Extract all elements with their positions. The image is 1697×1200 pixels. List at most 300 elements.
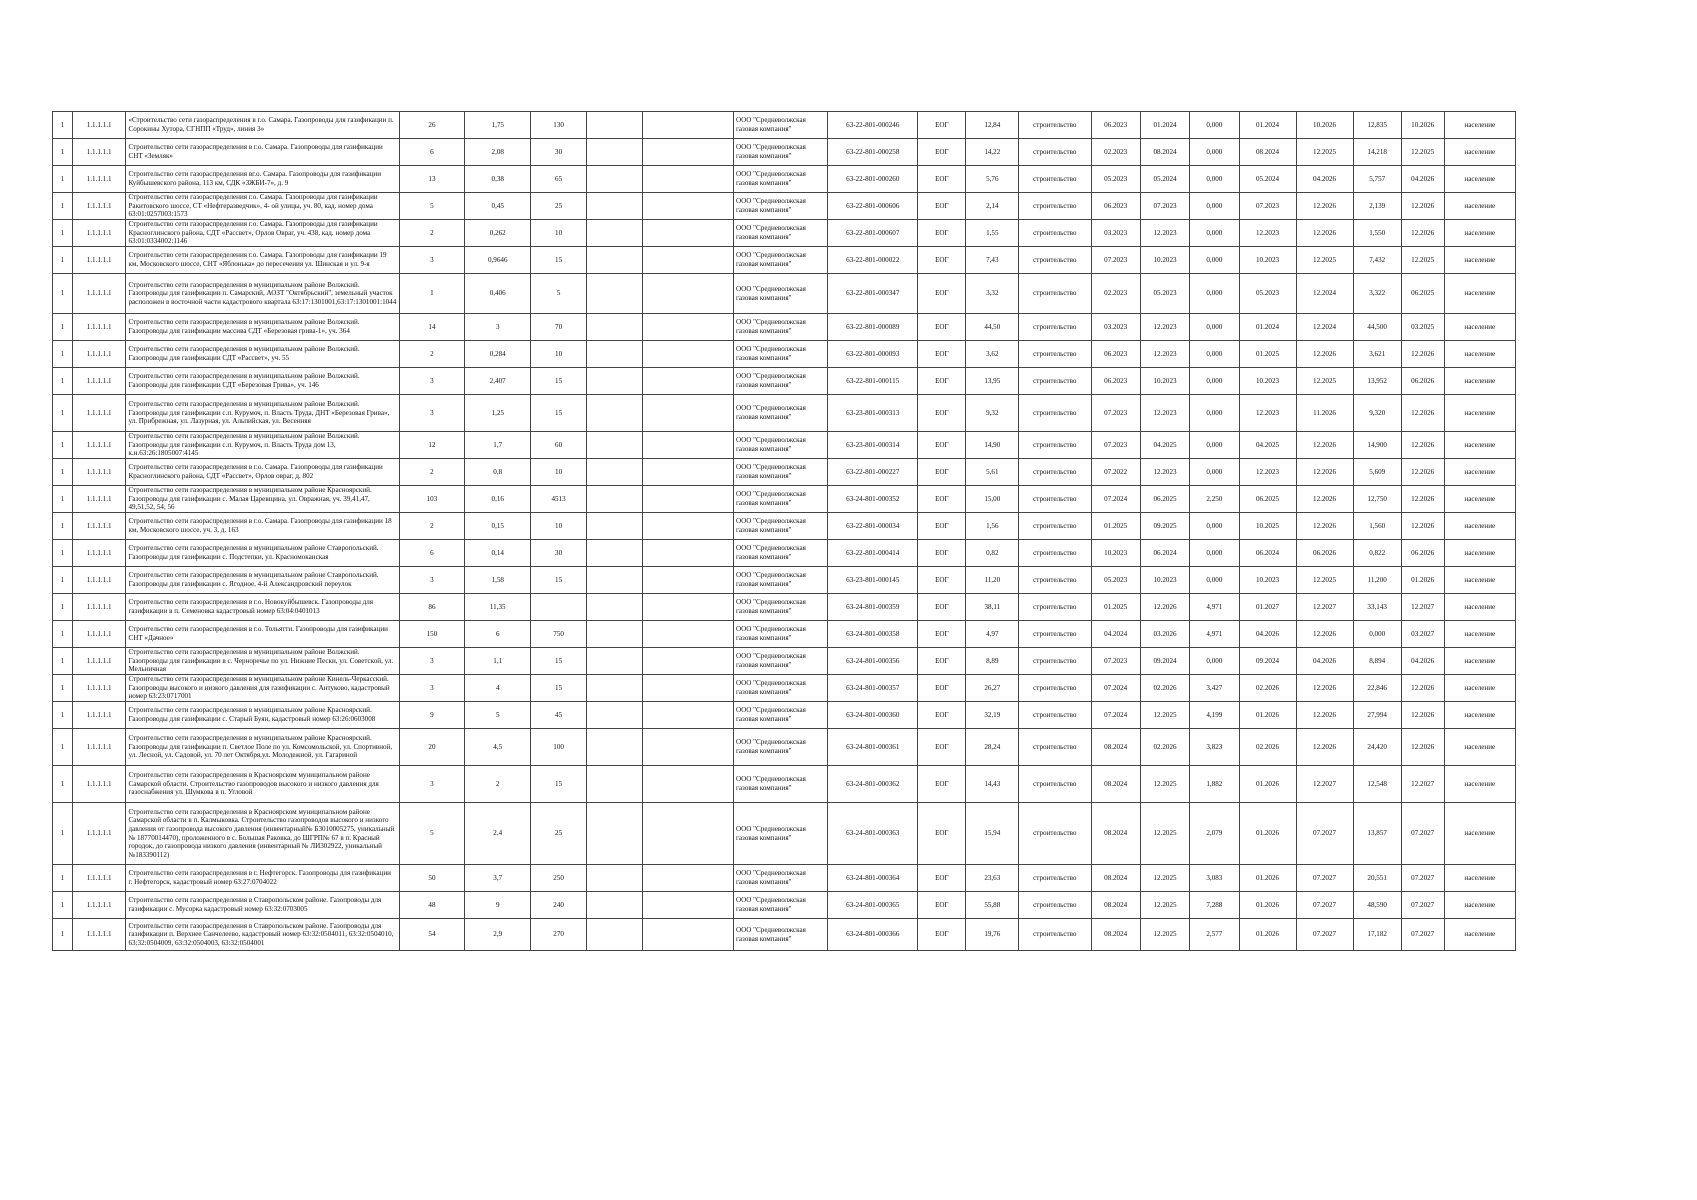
quantity-cell: 3 — [399, 567, 465, 594]
commission-date: 01.2026 — [1401, 567, 1444, 594]
quantity-cell: 2 — [399, 513, 465, 540]
empty-cell — [587, 513, 643, 540]
program-type: ЕОГ — [918, 513, 966, 540]
item-code: 1.1.1.1.1 — [72, 729, 126, 766]
empty-cell — [587, 220, 643, 247]
build-end-date: 12.2024 — [1296, 274, 1353, 314]
build-start-date: 01.2024 — [1239, 112, 1296, 139]
spent-value: 4,199 — [1190, 702, 1239, 729]
capacity-cell: 15 — [531, 247, 587, 274]
build-end-date: 07.2027 — [1296, 865, 1353, 892]
length-cell: 1,25 — [465, 395, 531, 432]
empty-cell — [587, 567, 643, 594]
spent-value: 0,000 — [1190, 166, 1239, 193]
work-type: строительство — [1019, 803, 1091, 865]
start-date: 03.2023 — [1091, 220, 1140, 247]
registry-number: 63-22-801-000260 — [828, 166, 918, 193]
commission-date: 10.2026 — [1401, 112, 1444, 139]
length-cell: 4 — [465, 675, 531, 702]
quantity-cell: 1 — [399, 274, 465, 314]
build-start-date: 12.2023 — [1239, 459, 1296, 486]
registry-number: 63-22-801-000347 — [828, 274, 918, 314]
consumer-category: население — [1444, 648, 1515, 675]
capacity-cell: 100 — [531, 729, 587, 766]
item-code: 1.1.1.1.1 — [72, 865, 126, 892]
program-type: ЕОГ — [918, 919, 966, 951]
quantity-cell: 2 — [399, 459, 465, 486]
remaining-value: 20,551 — [1353, 865, 1401, 892]
remaining-value: 12,750 — [1353, 486, 1401, 513]
quantity-cell: 14 — [399, 314, 465, 341]
registry-number: 63-24-801-000363 — [828, 803, 918, 865]
operator-organization: ООО "Средневолжская газовая компания" — [734, 220, 828, 247]
spent-value: 0,000 — [1190, 395, 1239, 432]
remaining-value: 7,432 — [1353, 247, 1401, 274]
registry-number: 63-24-801-000357 — [828, 675, 918, 702]
cost-total: 0,82 — [966, 540, 1019, 567]
row-number: 1 — [53, 139, 73, 166]
program-type: ЕОГ — [918, 193, 966, 220]
work-type: строительство — [1019, 193, 1091, 220]
spent-value: 4,971 — [1190, 594, 1239, 621]
table-row — [53, 486, 1516, 513]
work-type: строительство — [1019, 675, 1091, 702]
table-row — [53, 274, 1516, 314]
operator-organization: ООО "Средневолжская газовая компания" — [734, 803, 828, 865]
length-cell: 4,5 — [465, 729, 531, 766]
empty-cell — [587, 274, 643, 314]
item-code: 1.1.1.1.1 — [72, 919, 126, 951]
table-row — [53, 139, 1516, 166]
item-code: 1.1.1.1.1 — [72, 193, 126, 220]
consumer-category: население — [1444, 112, 1515, 139]
build-start-date: 01.2026 — [1239, 803, 1296, 865]
empty-cell — [587, 395, 643, 432]
consumer-category: население — [1444, 803, 1515, 865]
cost-total: 14,22 — [966, 139, 1019, 166]
commission-date: 03.2027 — [1401, 621, 1444, 648]
operator-organization: ООО "Средневолжская газовая компания" — [734, 766, 828, 803]
build-end-date: 11.2026 — [1296, 395, 1353, 432]
spent-value: 0,000 — [1190, 314, 1239, 341]
design-end-date: 03.2026 — [1140, 621, 1189, 648]
work-type: строительство — [1019, 594, 1091, 621]
table-row — [53, 803, 1516, 865]
remaining-value: 0,822 — [1353, 540, 1401, 567]
spent-value: 1,882 — [1190, 766, 1239, 803]
work-type: строительство — [1019, 892, 1091, 919]
registry-number: 63-24-801-000364 — [828, 865, 918, 892]
spent-value: 0,000 — [1190, 513, 1239, 540]
design-end-date: 07.2023 — [1140, 193, 1189, 220]
work-type: строительство — [1019, 702, 1091, 729]
program-type: ЕОГ — [918, 648, 966, 675]
start-date: 08.2024 — [1091, 803, 1140, 865]
cost-total: 23,63 — [966, 865, 1019, 892]
item-code: 1.1.1.1.1 — [72, 675, 126, 702]
project-description: Строительство сети газораспределения г.о. Самара. Газопроводы для газификации Ракитовского шоссе, СТ «Нефтеразведчик», 4- ой улицы, уч. 80, кад. номер дома 63:01:0257003:1573 — [126, 193, 399, 220]
work-type: строительство — [1019, 567, 1091, 594]
design-end-date: 04.2025 — [1140, 432, 1189, 459]
empty-cell — [642, 621, 733, 648]
item-code: 1.1.1.1.1 — [72, 432, 126, 459]
start-date: 07.2022 — [1091, 459, 1140, 486]
project-description: Строительство сети газораспределения в муниципальном районе Волжский. Газопроводы для газификации в с. Черноречье по ул. Нижние Пески, ул. Советской, ул. Мельничная — [126, 648, 399, 675]
project-description: Строительство сети газораспределения в муниципальном районе Волжский. Газопроводы для газификации СДТ «Рассвет», уч. 55 — [126, 341, 399, 368]
remaining-value: 5,609 — [1353, 459, 1401, 486]
build-start-date: 01.2026 — [1239, 766, 1296, 803]
build-start-date: 01.2025 — [1239, 341, 1296, 368]
empty-cell — [587, 892, 643, 919]
operator-organization: ООО "Средневолжская газовая компания" — [734, 247, 828, 274]
operator-organization: ООО "Средневолжская газовая компания" — [734, 729, 828, 766]
spent-value: 0,000 — [1190, 220, 1239, 247]
table-row — [53, 368, 1516, 395]
cost-total: 28,24 — [966, 729, 1019, 766]
consumer-category: население — [1444, 139, 1515, 166]
work-type: строительство — [1019, 513, 1091, 540]
work-type: строительство — [1019, 247, 1091, 274]
project-description: Строительство сети газораспределения в муниципальном районе Волжский. Газопроводы для газификации с.п. Курумоч, п. Власть Труда дом 13, к.н.63:26:1805007:4145 — [126, 432, 399, 459]
build-start-date: 01.2026 — [1239, 919, 1296, 951]
length-cell: 1,7 — [465, 432, 531, 459]
work-type: строительство — [1019, 220, 1091, 247]
registry-number: 63-22-801-000606 — [828, 193, 918, 220]
row-number: 1 — [53, 919, 73, 951]
build-end-date: 12.2025 — [1296, 247, 1353, 274]
work-type: строительство — [1019, 459, 1091, 486]
build-end-date: 12.2026 — [1296, 220, 1353, 247]
quantity-cell: 5 — [399, 803, 465, 865]
empty-cell — [587, 803, 643, 865]
item-code: 1.1.1.1.1 — [72, 486, 126, 513]
registry-number: 63-22-801-000089 — [828, 314, 918, 341]
program-type: ЕОГ — [918, 274, 966, 314]
length-cell: 2,4 — [465, 803, 531, 865]
operator-organization: ООО "Средневолжская газовая компания" — [734, 395, 828, 432]
spent-value: 0,000 — [1190, 139, 1239, 166]
row-number: 1 — [53, 459, 73, 486]
empty-cell — [642, 112, 733, 139]
empty-cell — [642, 540, 733, 567]
start-date: 02.2023 — [1091, 274, 1140, 314]
length-cell: 0,406 — [465, 274, 531, 314]
project-description: Строительство сети газораспределения в муниципальном районе Волжский. Газопроводы для газификации массива СДТ «Березовая грива-1», уч. 364 — [126, 314, 399, 341]
start-date: 08.2024 — [1091, 919, 1140, 951]
cost-total: 15,00 — [966, 486, 1019, 513]
build-start-date: 12.2023 — [1239, 395, 1296, 432]
build-end-date: 12.2026 — [1296, 459, 1353, 486]
capacity-cell — [531, 594, 587, 621]
build-end-date: 07.2027 — [1296, 803, 1353, 865]
project-description: Строительство сети газораспределения в муниципальном районе Волжский. Газопроводы для газификации СДТ «Березовая Грива», уч. 146 — [126, 368, 399, 395]
start-date: 06.2023 — [1091, 193, 1140, 220]
build-start-date: 01.2026 — [1239, 865, 1296, 892]
quantity-cell: 48 — [399, 892, 465, 919]
length-cell: 0,8 — [465, 459, 531, 486]
table-body — [53, 112, 1516, 951]
registry-number: 63-24-801-000366 — [828, 919, 918, 951]
table-row — [53, 459, 1516, 486]
spent-value: 3,823 — [1190, 729, 1239, 766]
table-row — [53, 567, 1516, 594]
registry-number: 63-24-801-000352 — [828, 486, 918, 513]
table-row — [53, 702, 1516, 729]
empty-cell — [587, 432, 643, 459]
design-end-date: 01.2024 — [1140, 112, 1189, 139]
commission-date: 12.2025 — [1401, 247, 1444, 274]
length-cell: 9 — [465, 892, 531, 919]
start-date: 06.2023 — [1091, 112, 1140, 139]
spent-value: 0,000 — [1190, 648, 1239, 675]
item-code: 1.1.1.1.1 — [72, 513, 126, 540]
capacity-cell: 240 — [531, 892, 587, 919]
remaining-value: 1,550 — [1353, 220, 1401, 247]
start-date: 08.2024 — [1091, 892, 1140, 919]
item-code: 1.1.1.1.1 — [72, 892, 126, 919]
commission-date: 07.2027 — [1401, 865, 1444, 892]
spent-value: 3,427 — [1190, 675, 1239, 702]
commission-date: 06.2025 — [1401, 274, 1444, 314]
program-type: ЕОГ — [918, 314, 966, 341]
design-end-date: 08.2024 — [1140, 139, 1189, 166]
empty-cell — [642, 166, 733, 193]
table-row — [53, 865, 1516, 892]
capacity-cell: 5 — [531, 274, 587, 314]
quantity-cell: 3 — [399, 395, 465, 432]
commission-date: 07.2027 — [1401, 919, 1444, 951]
build-end-date: 12.2026 — [1296, 702, 1353, 729]
empty-cell — [642, 919, 733, 951]
consumer-category: население — [1444, 702, 1515, 729]
item-code: 1.1.1.1.1 — [72, 247, 126, 274]
table-row — [53, 766, 1516, 803]
capacity-cell: 15 — [531, 675, 587, 702]
consumer-category: население — [1444, 395, 1515, 432]
build-end-date: 12.2026 — [1296, 621, 1353, 648]
project-description: Строительство сети газораспределения в муниципальном районе Красноярский. Газопроводы для газификации п. Светлое Поле по ул. Комсомольской, ул. Спортивной, ул. Лесной, ул. Садовой, ул. 70 лет Октября,ул. Молодежной, ул. Гагариной — [126, 729, 399, 766]
registry-number: 63-22-801-000034 — [828, 513, 918, 540]
row-number: 1 — [53, 395, 73, 432]
capacity-cell: 30 — [531, 139, 587, 166]
length-cell: 2,08 — [465, 139, 531, 166]
table-row — [53, 314, 1516, 341]
item-code: 1.1.1.1.1 — [72, 220, 126, 247]
commission-date: 12.2026 — [1401, 675, 1444, 702]
table-row — [53, 892, 1516, 919]
empty-cell — [642, 341, 733, 368]
work-type: строительство — [1019, 274, 1091, 314]
spent-value: 0,000 — [1190, 193, 1239, 220]
capacity-cell: 15 — [531, 395, 587, 432]
cost-total: 38,11 — [966, 594, 1019, 621]
start-date: 06.2023 — [1091, 341, 1140, 368]
work-type: строительство — [1019, 368, 1091, 395]
capacity-cell: 270 — [531, 919, 587, 951]
empty-cell — [587, 540, 643, 567]
remaining-value: 12,548 — [1353, 766, 1401, 803]
empty-cell — [642, 803, 733, 865]
cost-total: 11,20 — [966, 567, 1019, 594]
capacity-cell: 130 — [531, 112, 587, 139]
commission-date: 12.2026 — [1401, 395, 1444, 432]
spent-value: 3,083 — [1190, 865, 1239, 892]
build-start-date: 10.2023 — [1239, 368, 1296, 395]
start-date: 08.2024 — [1091, 729, 1140, 766]
registry-number: 63-24-801-000360 — [828, 702, 918, 729]
table-row — [53, 919, 1516, 951]
registry-number: 63-22-801-000093 — [828, 341, 918, 368]
consumer-category: население — [1444, 314, 1515, 341]
start-date: 05.2023 — [1091, 166, 1140, 193]
row-number: 1 — [53, 540, 73, 567]
consumer-category: население — [1444, 865, 1515, 892]
work-type: строительство — [1019, 766, 1091, 803]
empty-cell — [587, 919, 643, 951]
operator-organization: ООО "Средневолжская газовая компания" — [734, 702, 828, 729]
cost-total: 19,76 — [966, 919, 1019, 951]
build-start-date: 10.2025 — [1239, 513, 1296, 540]
empty-cell — [642, 368, 733, 395]
build-start-date: 04.2025 — [1239, 432, 1296, 459]
project-description: Строительство сети газораспределения в муниципальном районе Ставропольский. Газопроводы для газификации с. Подстепки, ул. Красномоканская — [126, 540, 399, 567]
remaining-value: 33,143 — [1353, 594, 1401, 621]
empty-cell — [587, 247, 643, 274]
table-row — [53, 594, 1516, 621]
commission-date: 12.2027 — [1401, 766, 1444, 803]
table-row — [53, 513, 1516, 540]
operator-organization: ООО "Средневолжская газовая компания" — [734, 314, 828, 341]
length-cell: 6 — [465, 621, 531, 648]
cost-total: 1,56 — [966, 513, 1019, 540]
program-type: ЕОГ — [918, 341, 966, 368]
item-code: 1.1.1.1.1 — [72, 139, 126, 166]
row-number: 1 — [53, 314, 73, 341]
empty-cell — [587, 193, 643, 220]
program-type: ЕОГ — [918, 432, 966, 459]
commission-date: 12.2026 — [1401, 220, 1444, 247]
item-code: 1.1.1.1.1 — [72, 594, 126, 621]
empty-cell — [587, 766, 643, 803]
empty-cell — [642, 432, 733, 459]
empty-cell — [587, 675, 643, 702]
program-type: ЕОГ — [918, 166, 966, 193]
cost-total: 1,55 — [966, 220, 1019, 247]
empty-cell — [587, 112, 643, 139]
length-cell: 3,7 — [465, 865, 531, 892]
build-end-date: 12.2025 — [1296, 139, 1353, 166]
capacity-cell: 45 — [531, 702, 587, 729]
design-end-date: 09.2024 — [1140, 648, 1189, 675]
consumer-category: население — [1444, 459, 1515, 486]
program-type: ЕОГ — [918, 395, 966, 432]
operator-organization: ООО "Средневолжская газовая компания" — [734, 621, 828, 648]
commission-date: 12.2025 — [1401, 139, 1444, 166]
project-description: «Строительство сети газораспределения в г.о. Самара. Газопроводы для газификации п. Сорокины Хутора, СГНПП «Труд», линия 3» — [126, 112, 399, 139]
cost-total: 5,61 — [966, 459, 1019, 486]
consumer-category: население — [1444, 368, 1515, 395]
start-date: 07.2023 — [1091, 648, 1140, 675]
consumer-category: население — [1444, 892, 1515, 919]
program-type: ЕОГ — [918, 247, 966, 274]
row-number: 1 — [53, 803, 73, 865]
consumer-category: население — [1444, 486, 1515, 513]
quantity-cell: 86 — [399, 594, 465, 621]
program-type: ЕОГ — [918, 112, 966, 139]
capacity-cell: 10 — [531, 459, 587, 486]
row-number: 1 — [53, 513, 73, 540]
registry-number: 63-22-801-000258 — [828, 139, 918, 166]
length-cell: 0,15 — [465, 513, 531, 540]
capacity-cell: 10 — [531, 341, 587, 368]
project-description: Строительство сети газораспределения в Красноярском муниципальном районе Самарской области в п. Калмыковка. Строительство газопроводов высокого и низкого давления от газопровода высокого давления (инвентарный№ Б3010005275, уникальный № 18770014470), проложенного в с. Большая Раковка, до ШГРП№ 67 в п. Красный городок, до газопровода низкого давления (инвентарный № ЛИ302922, уникальный №183390112) — [126, 803, 399, 865]
program-type: ЕОГ — [918, 621, 966, 648]
build-end-date: 12.2026 — [1296, 341, 1353, 368]
design-end-date: 12.2023 — [1140, 314, 1189, 341]
row-number: 1 — [53, 432, 73, 459]
empty-cell — [642, 648, 733, 675]
work-type: строительство — [1019, 395, 1091, 432]
length-cell: 3 — [465, 314, 531, 341]
row-number: 1 — [53, 486, 73, 513]
table-row — [53, 621, 1516, 648]
empty-cell — [587, 594, 643, 621]
quantity-cell: 26 — [399, 112, 465, 139]
empty-cell — [642, 274, 733, 314]
build-start-date: 05.2024 — [1239, 166, 1296, 193]
start-date: 01.2025 — [1091, 513, 1140, 540]
row-number: 1 — [53, 702, 73, 729]
cost-total: 12,84 — [966, 112, 1019, 139]
operator-organization: ООО "Средневолжская газовая компания" — [734, 567, 828, 594]
consumer-category: население — [1444, 729, 1515, 766]
registry-number: 63-23-801-000314 — [828, 432, 918, 459]
operator-organization: ООО "Средневолжская газовая компания" — [734, 193, 828, 220]
program-type: ЕОГ — [918, 220, 966, 247]
build-end-date: 04.2026 — [1296, 166, 1353, 193]
start-date: 03.2023 — [1091, 314, 1140, 341]
commission-date: 06.2026 — [1401, 368, 1444, 395]
row-number: 1 — [53, 341, 73, 368]
quantity-cell: 103 — [399, 486, 465, 513]
start-date: 04.2024 — [1091, 621, 1140, 648]
program-type: ЕОГ — [918, 803, 966, 865]
start-date: 06.2023 — [1091, 368, 1140, 395]
operator-organization: ООО "Средневолжская газовая компания" — [734, 540, 828, 567]
capacity-cell: 15 — [531, 648, 587, 675]
quantity-cell: 2 — [399, 341, 465, 368]
design-end-date: 12.2025 — [1140, 919, 1189, 951]
row-number: 1 — [53, 247, 73, 274]
remaining-value: 2,139 — [1353, 193, 1401, 220]
build-start-date: 05.2023 — [1239, 274, 1296, 314]
operator-organization: ООО "Средневолжская газовая компания" — [734, 648, 828, 675]
build-start-date: 01.2027 — [1239, 594, 1296, 621]
remaining-value: 14,218 — [1353, 139, 1401, 166]
operator-organization: ООО "Средневолжская газовая компания" — [734, 513, 828, 540]
work-type: строительство — [1019, 432, 1091, 459]
design-end-date: 12.2025 — [1140, 803, 1189, 865]
spent-value: 0,000 — [1190, 112, 1239, 139]
spent-value: 0,000 — [1190, 274, 1239, 314]
length-cell: 0,284 — [465, 341, 531, 368]
commission-date: 12.2027 — [1401, 594, 1444, 621]
row-number: 1 — [53, 594, 73, 621]
empty-cell — [642, 675, 733, 702]
build-start-date: 01.2024 — [1239, 314, 1296, 341]
spent-value: 0,000 — [1190, 247, 1239, 274]
capacity-cell: 65 — [531, 166, 587, 193]
